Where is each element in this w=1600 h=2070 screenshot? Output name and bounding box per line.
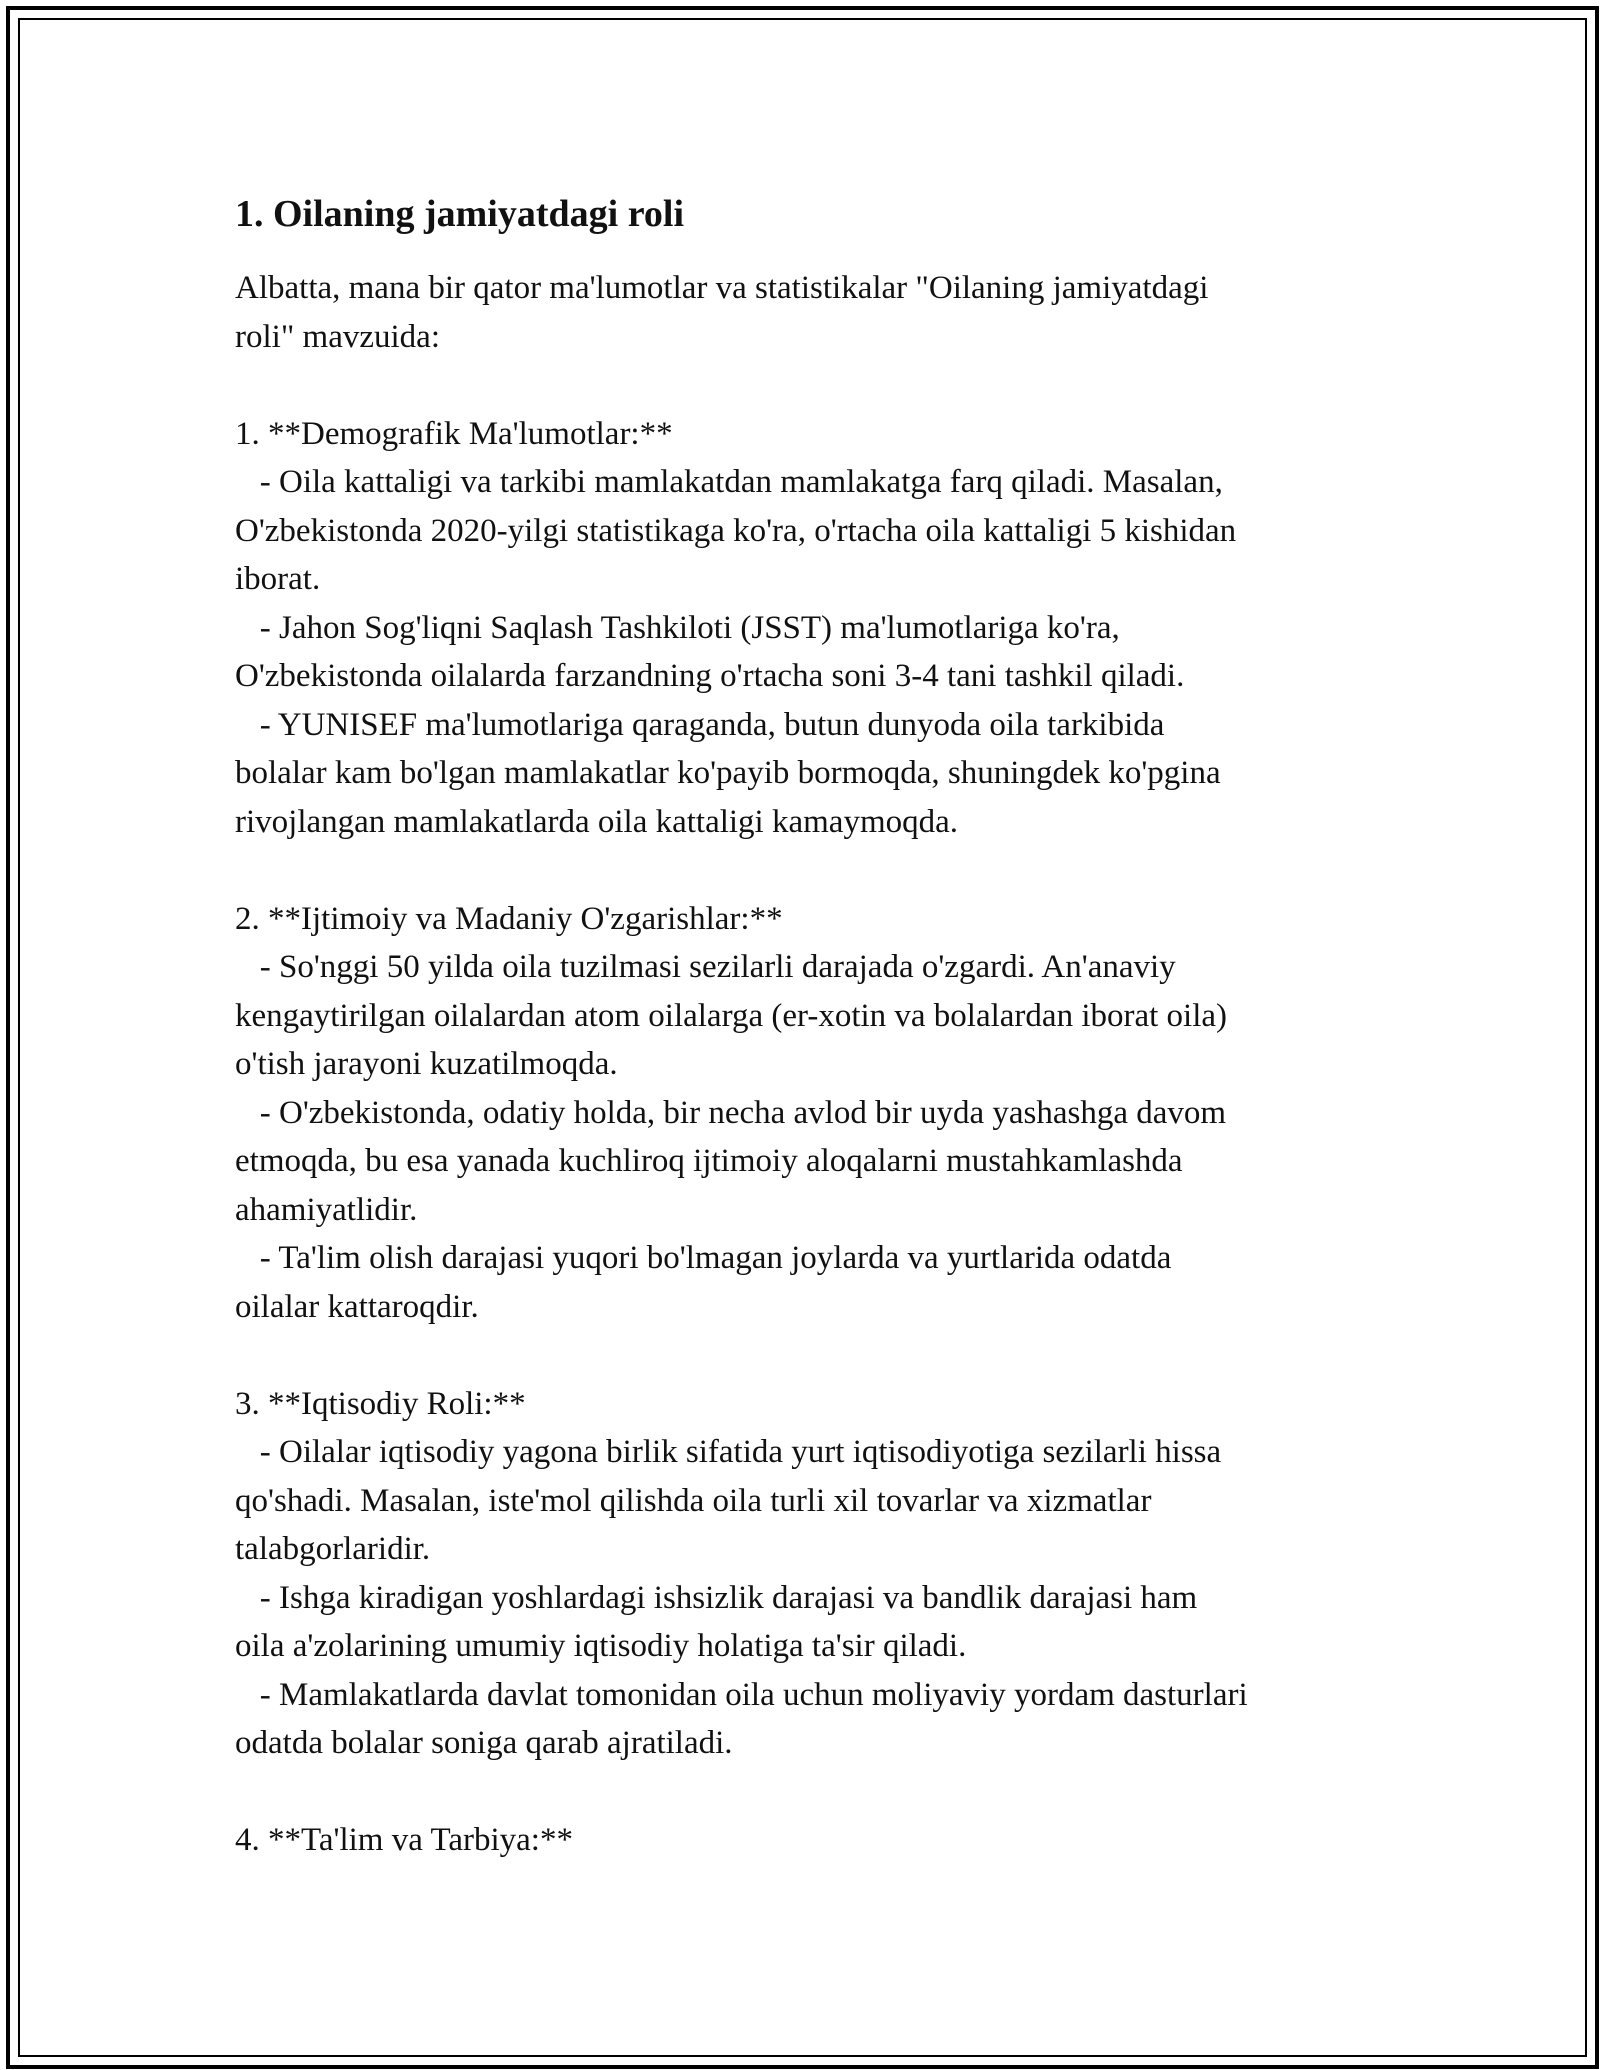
document-content	[235, 188, 1385, 1865]
document-body: Albatta, mana bir qator ma'lumotlar va statistikalar "Oilaning jamiyatdagi roli" mavzuida: 1. **Demografik Ma'lumotlar:** - Oila kattaligi va tarkibi mamlakatdan mamlakatga farq qiladi. Masalan, O'zbekistonda 2020-yilgi statistikaga ko'ra, o'rtacha oila kattaligi 5 kishidan iborat. - Jahon Sog'liqni Saqlash Tashkiloti (JSST) ma'lumotlariga ko'ra, O'zbekistonda oilalarda farzandning o'rtacha soni 3-4 tani tashkil qiladi. - YUNISEF ma'lumotlariga qaraganda, butun dunyoda oila tarkibida bolalar kam bo'lgan mamlakatlar ko'payib bormoqda, shuningdek ko'pgina rivojlangan mamlakatlarda oila kattaligi kamaymoqda. 2. **Ijtimoiy va Madaniy O'zgarishlar:** - So'nggi 50 yilda oila tuzilmasi sezilarli darajada o'zgardi. An'anaviy kengaytirilgan oilalardan atom oilalarga (er-xotin va bolalardan iborat oila) o'tish jarayoni kuzatilmoqda. - O'zbekistonda, odatiy holda, bir necha avlod bir uyda yashashga davom etmoqda, bu esa yanada kuchliroq ijtimoiy aloqalarni mustahkamlashda ahamiyatlidir. - Ta'lim olish darajasi yuqori bo'lmagan joylarda va yurtlarida odatda oilalar kattaroqdir. 3. **Iqtisodiy Roli:** - Oilalar iqtisodiy yagona birlik sifatida yurt iqtisodiyotiga sezilarli hissa qo'shadi. Masalan, iste'mol qilishda oila turli xil tovarlar va xizmatlar talabgorlaridir. - Ishga kiradigan yoshlardagi ishsizlik darajasi va bandlik darajasi ham oila a'zolarining umumiy iqtisodiy holatiga ta'sir qiladi. - Mamlakatlarda davlat tomonidan oila uchun moliyaviy yordam dasturlari odatda bolalar soniga qarab ajratiladi. 4. **Ta'lim va Tarbiya:**	[235, 270, 1248, 1858]
document-title: 1. Oilaning jamiyatdagi roli	[235, 193, 685, 235]
